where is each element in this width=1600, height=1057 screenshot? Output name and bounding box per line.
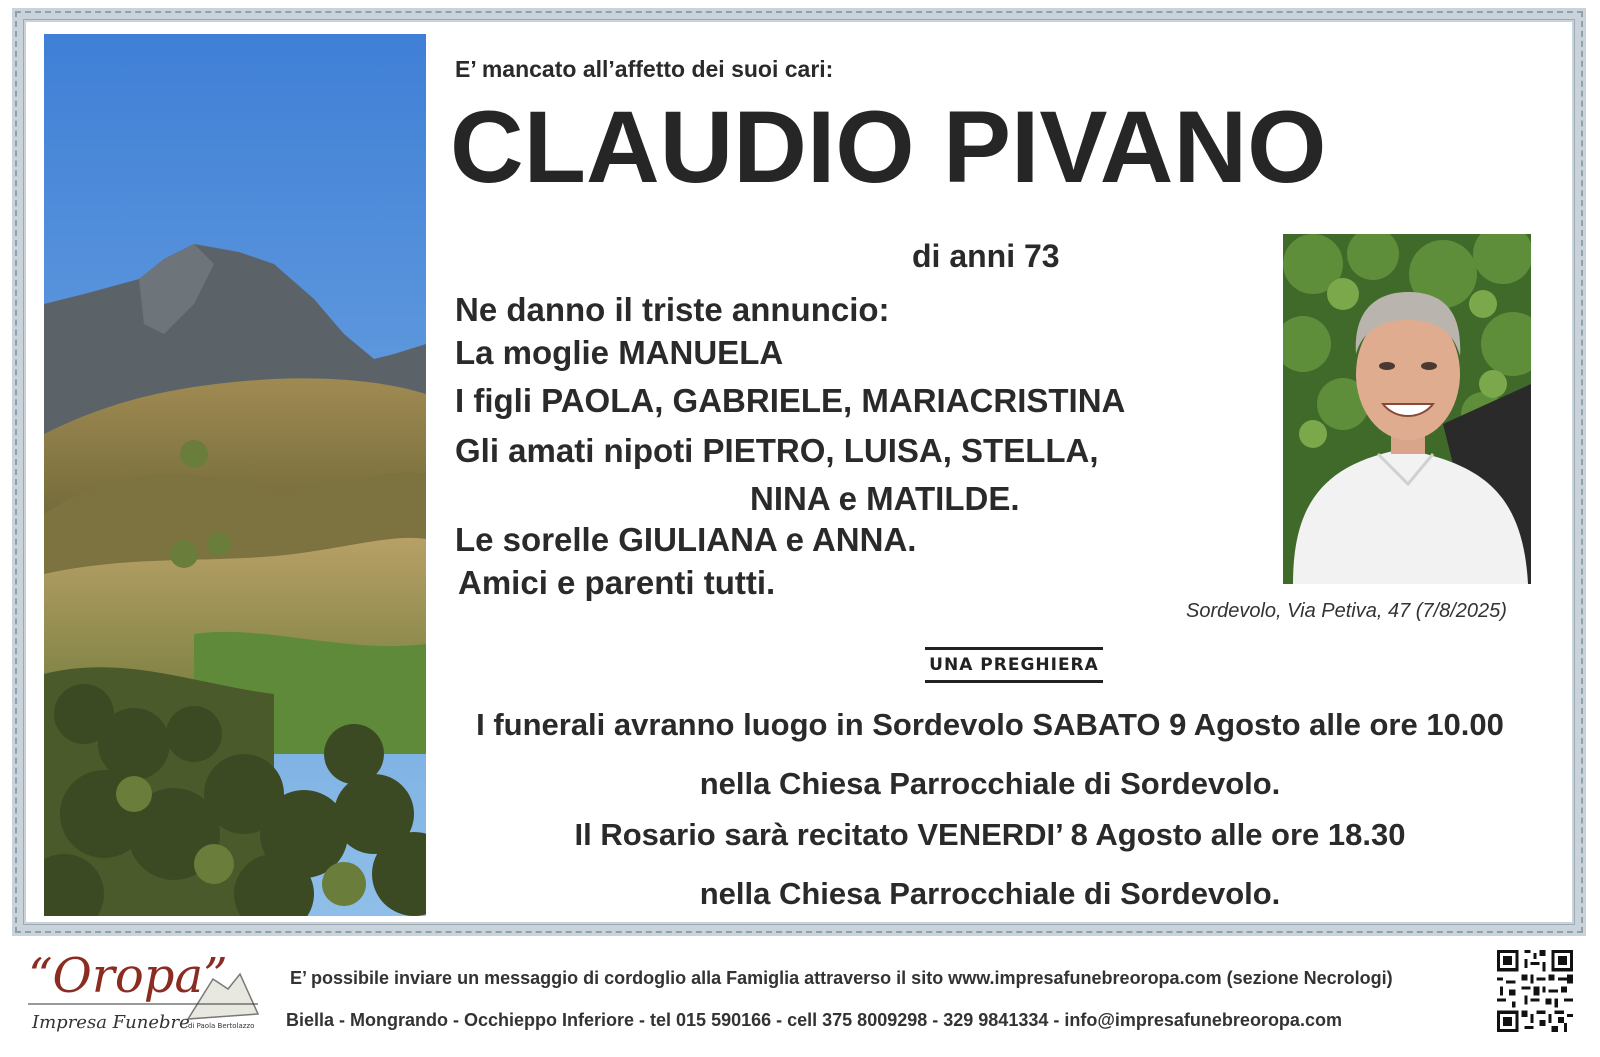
prayer-button-label: UNA PREGHIERA (929, 655, 1099, 675)
address-date: Sordevolo, Via Petiva, 47 (7/8/2025) (1186, 600, 1507, 622)
announcement-heading: Ne danno il triste annuncio: (455, 291, 890, 328)
family-line-children: I figli PAOLA, GABRIELE, MARIACRISTINA (455, 382, 1126, 419)
deceased-name: CLAUDIO PIVANO (450, 90, 1327, 204)
family-line-friends: Amici e parenti tutti. (458, 564, 776, 601)
logo-text: “Oropa” (28, 948, 228, 1004)
contact-info: Biella - Mongrando - Occhieppo Inferiore - tel 015 590166 - cell 375 8009298 - 329 9841334 - info@impresafunebreoropa.com (286, 1010, 1342, 1030)
mountain-landscape-photo (44, 34, 426, 916)
family-line-wife: La moglie MANUELA (455, 334, 784, 371)
oropa-logo (18, 944, 268, 1052)
family-line-grandchildren: Gli amati nipoti PIETRO, LUISA, STELLA, (455, 432, 1099, 469)
funeral-line-1: I funerali avranno luogo in Sordevolo SABATO 9 Agosto alle ore 10.00 (476, 707, 1504, 742)
family-line-sisters: Le sorelle GIULIANA e ANNA. (455, 521, 917, 558)
intro-text: E’ mancato all’affetto dei suoi cari: (455, 56, 834, 82)
qr-code[interactable] (1497, 950, 1573, 1032)
family-line-grandchildren-cont: NINA e MATILDE. (750, 480, 1020, 517)
portrait-photo (1283, 234, 1531, 584)
condolence-info: E’ possibile inviare un messaggio di cordoglio alla Famiglia attraverso il sito www.impresafunebreoropa.com (sezione Necrologi) (290, 968, 1393, 988)
rosary-line-2: nella Chiesa Parrocchiale di Sordevolo. (699, 876, 1281, 911)
logo-small-text: di Paola Bertolazzo (188, 1022, 255, 1030)
age-text: di anni 73 (912, 238, 1060, 274)
logo-subtitle: Impresa Funebre (32, 1012, 190, 1033)
rosary-line-1: Il Rosario sarà recitato VENERDI’ 8 Agosto alle ore 18.30 (574, 817, 1406, 852)
prayer-button[interactable] (925, 647, 1103, 683)
funeral-line-2: nella Chiesa Parrocchiale di Sordevolo. (699, 766, 1281, 801)
